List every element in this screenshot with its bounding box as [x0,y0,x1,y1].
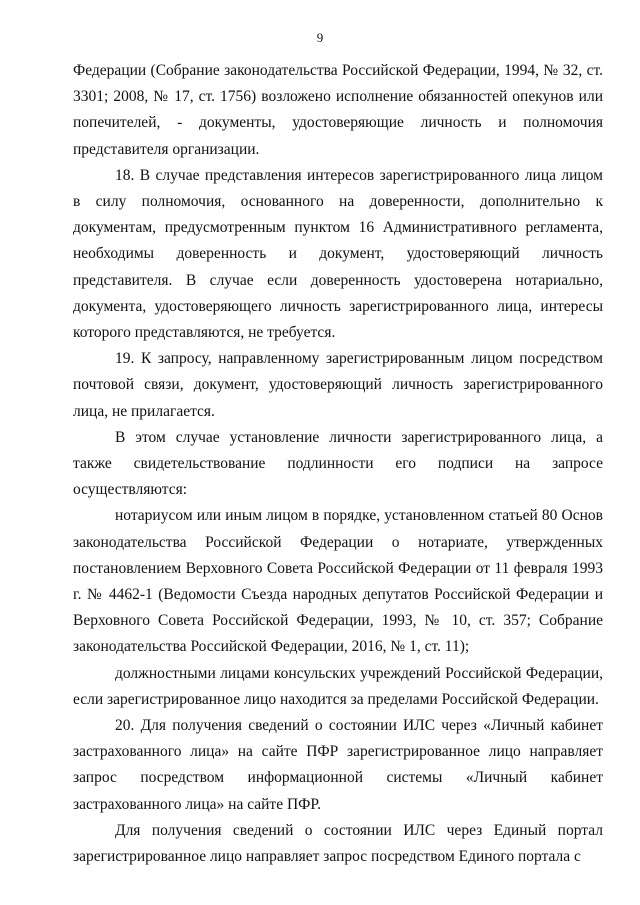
paragraph-unified-portal: Для получения сведений о состоянии ИЛС через Единый портал зарегистрированное лицо направляет запрос посредством Единого портала с [73,821,603,866]
document-body [73,58,603,870]
paragraph-notary: нотариусом или иным лицом в порядке, установленном статьей 80 Основ законодательства Российской Федерации о нотариате, утвержденных постановлением Верховного Совета Российской Федерации от 11 февраля 1993 г. № 4462-1 (Ведомости Съезда народных депутатов Российской Федерации и Верховного Совета Российской Федерации, 1993, № 10, ст. 357; Собрание законодательства Российской Федерации, 2016, № 1, ст. 11); [73,507,603,656]
paragraph-identity-verification: В этом случае установление личности зарегистрированного лица, а также свидетельствование подлинности его подписи на запросе осуществляются: [73,428,603,499]
paragraph-item-18: 18. В случае представления интересов зарегистрированного лица лицом в силу полномочия, основанного на доверенности, дополнительно к документам, предусмотренным пунктом 16 Административного регламента, необходимы доверенность и документ, удостоверяющий личность представителя. В случае если доверенность удостоверена нотариально, документа, удостоверяющего личность зарегистрированного лица, интересы которого представляются, не требуется. [73,166,603,342]
paragraph-item-20: 20. Для получения сведений о состоянии ИЛС через «Личный кабинет застрахованного лица» на сайте ПФР зарегистрированное лицо направляет запрос посредством информационной системы «Личный кабинет застрахованного лица» на сайте ПФР. [73,717,603,813]
paragraph-continuation: Федерации (Собрание законодательства Российской Федерации, 1994, № 32, ст. 3301; 2008, № 17, ст. 1756) возложено исполнение обязанностей опекунов или попечителей, - документы, удостоверяющие личность и полномочия представителя организации. [73,62,603,158]
paragraph-item-19: 19. К запросу, направленному зарегистрированным лицом посредством почтовой связи, документ, удостоверяющий личность зарегистрированного лица, не прилагается. [73,350,603,420]
paragraph-consular-officials: должностными лицами консульских учреждений Российской Федерации, если зарегистрированное лицо находится за пределами Российской Федерации. [73,664,603,708]
page-number: 9 [316,30,324,45]
